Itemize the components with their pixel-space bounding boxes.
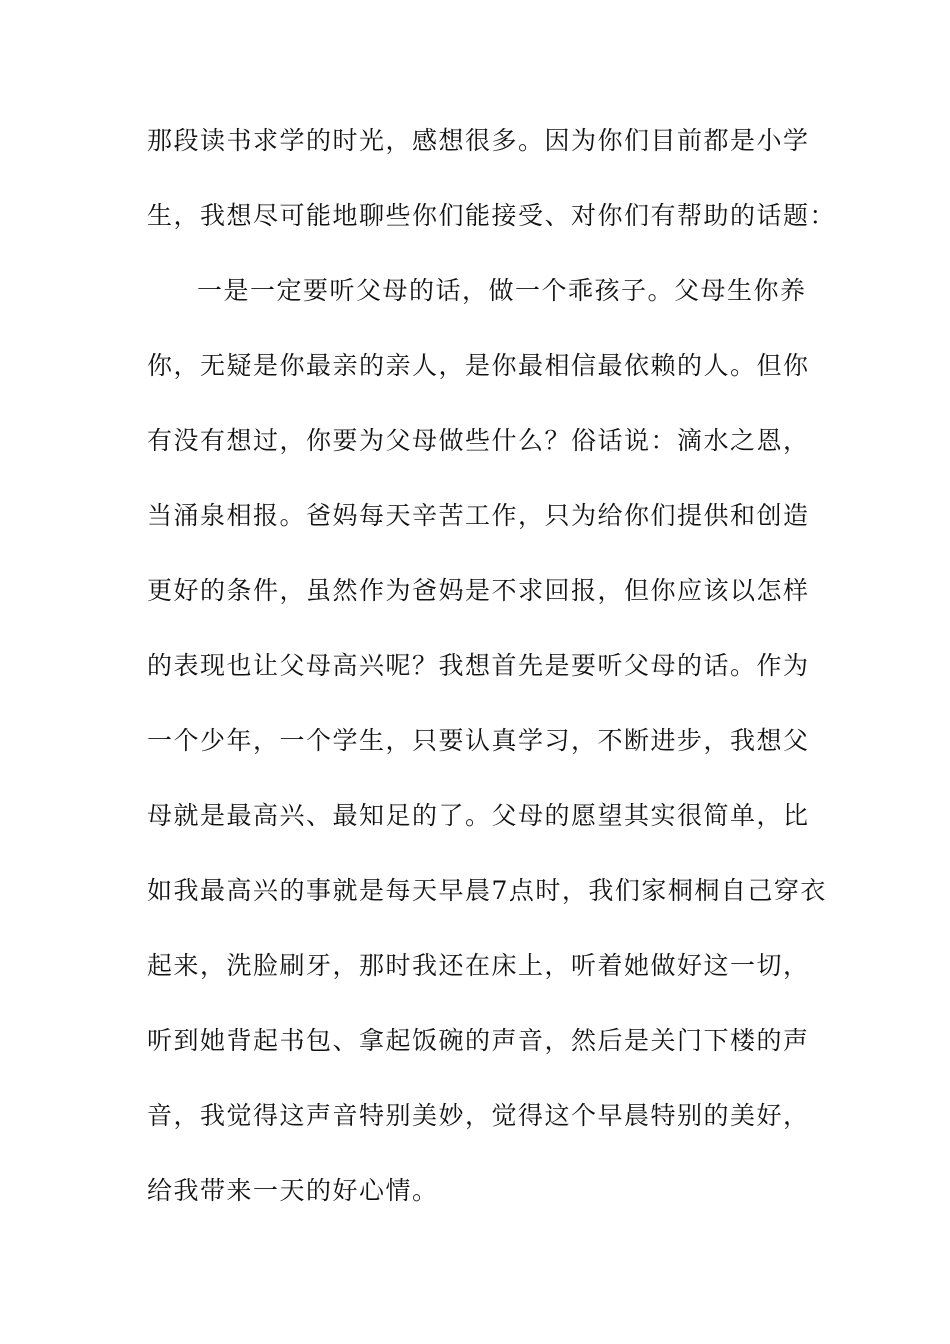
text-line: 你，无疑是你最亲的亲人，是你最相信最依赖的人。但你 — [147, 351, 810, 380]
text-line: 一个少年，一个学生，只要认真学习，不断进步，我想父 — [147, 726, 810, 755]
text-line: 当涌泉相报。爸妈每天辛苦工作，只为给你们提供和创造 — [147, 501, 810, 530]
paragraph-start-line: 一是一定要听父母的话，做一个乖孩子。父母生你养 — [197, 276, 807, 305]
text-line: 生，我想尽可能地聊些你们能接受、对你们有帮助的话题： — [147, 201, 837, 230]
text-line: 听到她背起书包、拿起饭碗的声音，然后是关门下楼的声 — [147, 1026, 810, 1055]
text-line: 那段读书求学的时光，感想很多。因为你们目前都是小学 — [147, 126, 810, 155]
text-line: 更好的条件，虽然作为爸妈是不求回报，但你应该以怎样 — [147, 576, 810, 605]
text-line: 如我最高兴的事就是每天早晨7点时，我们家桐桐自己穿衣 — [147, 876, 827, 905]
text-line: 有没有想过，你要为父母做些什么？俗话说：滴水之恩， — [147, 426, 810, 455]
text-line: 母就是最高兴、最知足的了。父母的愿望其实很简单，比 — [147, 801, 810, 830]
text-line: 起来，洗脸刷牙，那时我还在床上，听着她做好这一切， — [147, 951, 810, 980]
text-line: 音，我觉得这声音特别美妙，觉得这个早晨特别的美好， — [147, 1101, 810, 1130]
body-text — [147, 113, 837, 1238]
text-line: 的表现也让父母高兴呢？我想首先是要听父母的话。作为 — [147, 651, 810, 680]
text-line: 给我带来一天的好心情。 — [147, 1176, 439, 1205]
